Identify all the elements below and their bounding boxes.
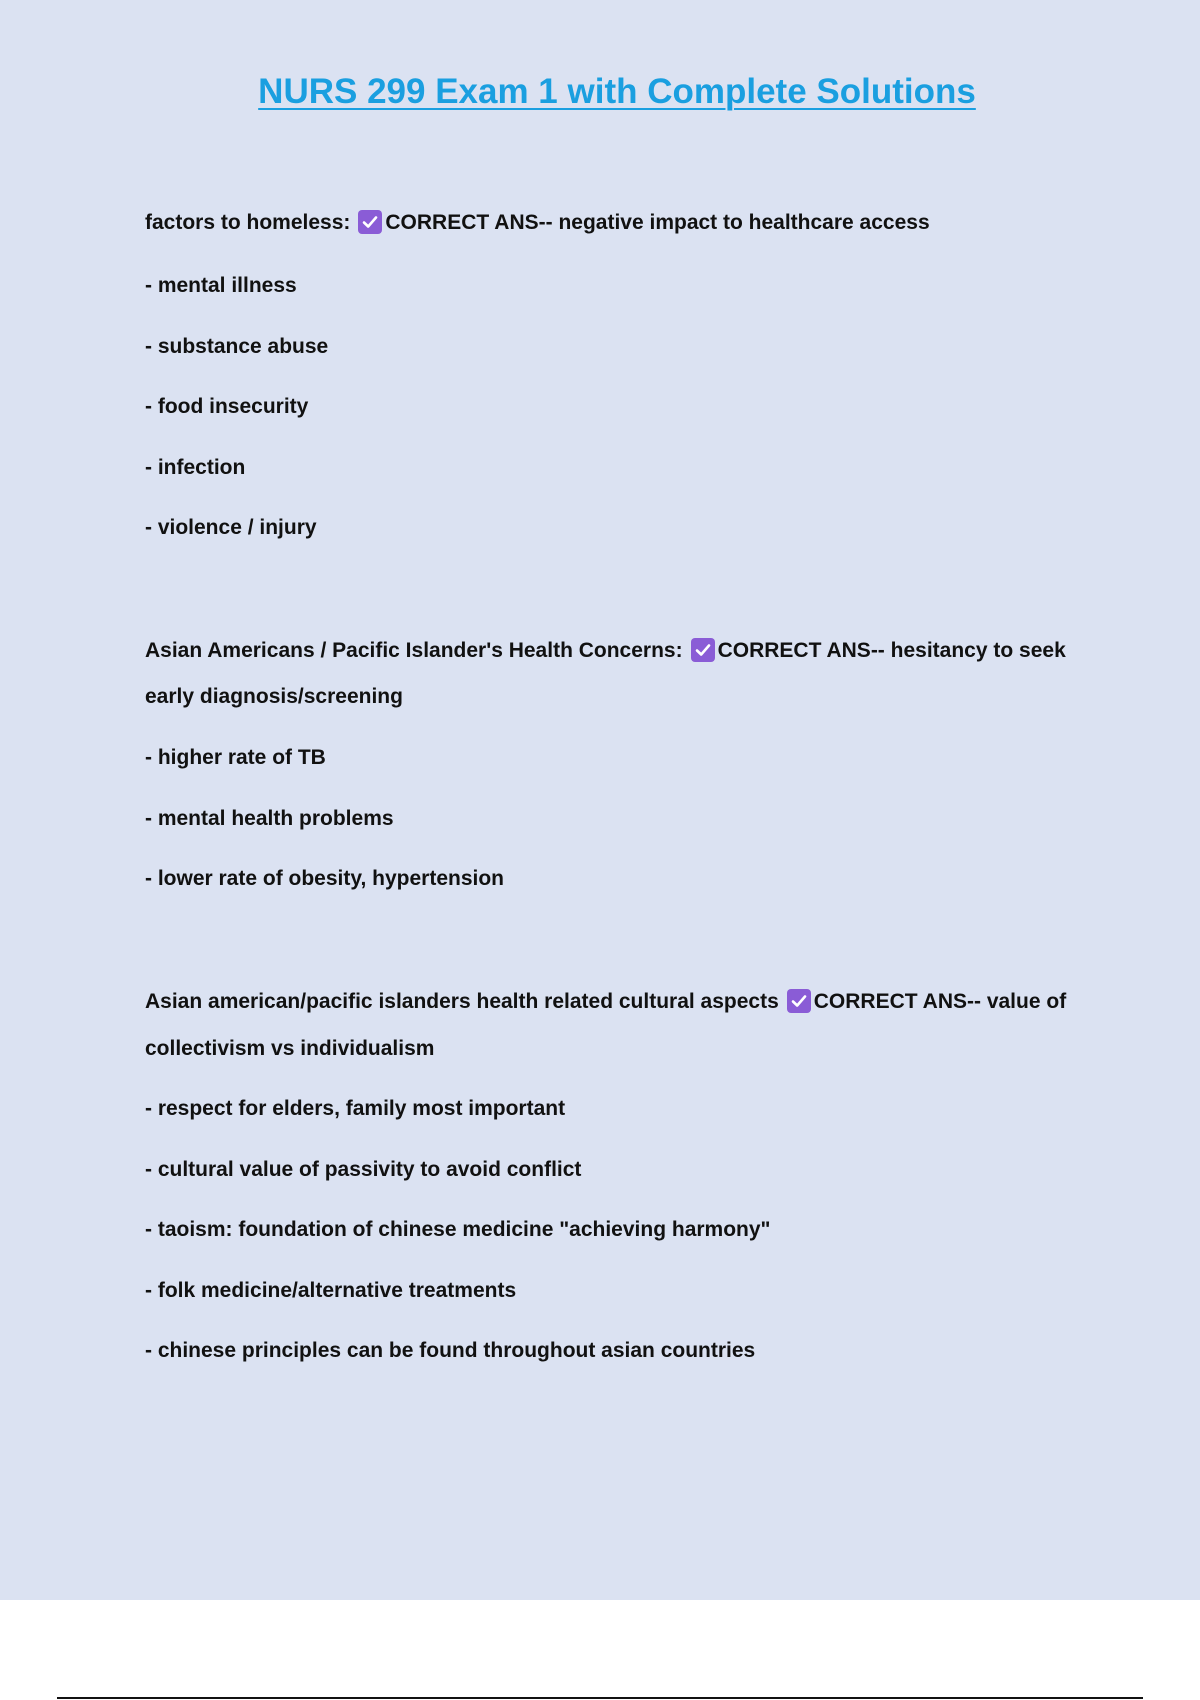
question-3-bullet: - cultural value of passivity to avoid conflict xyxy=(145,1158,582,1181)
question-2-bullet: - lower rate of obesity, hypertension xyxy=(145,867,505,890)
question-1-bullet: - substance abuse xyxy=(145,335,329,358)
answer-marker: CORRECT ANS-- xyxy=(813,990,981,1013)
question-3-line xyxy=(145,989,1066,1015)
checkbox-checked-icon xyxy=(787,989,811,1013)
question-1-prompt: factors to homeless: xyxy=(145,211,351,234)
question-3-bullet: - chinese principles can be found throughout asian countries xyxy=(145,1339,756,1362)
question-2-prompt: Asian Americans / Pacific Islander's Health Concerns: xyxy=(145,639,683,662)
question-3-prompt: Asian american/pacific islanders health related cultural aspects xyxy=(145,990,779,1013)
question-2-answer-continuation: early diagnosis/screening xyxy=(145,685,403,708)
question-3-bullet: - folk medicine/alternative treatments xyxy=(145,1279,517,1302)
question-1-line xyxy=(145,210,930,236)
answer-marker: CORRECT ANS-- xyxy=(717,639,885,662)
checkbox-checked-icon xyxy=(358,210,382,234)
question-1-bullet: - mental illness xyxy=(145,274,297,297)
question-3-answer: value of xyxy=(986,990,1067,1013)
footer-divider xyxy=(57,1697,1143,1699)
question-3-bullet: - respect for elders, family most important xyxy=(145,1097,566,1120)
document-title: NURS 299 Exam 1 with Complete Solutions xyxy=(258,72,976,111)
question-1-bullet: - infection xyxy=(145,456,246,479)
question-1-bullet: - food insecurity xyxy=(145,395,309,418)
question-2-bullet: - higher rate of TB xyxy=(145,746,326,769)
question-1-answer: negative impact to healthcare access xyxy=(558,211,930,234)
question-2-answer: hesitancy to seek xyxy=(890,639,1066,662)
checkbox-checked-icon xyxy=(691,638,715,662)
question-2-bullet: - mental health problems xyxy=(145,807,394,830)
answer-marker: CORRECT ANS-- xyxy=(385,211,553,234)
question-3-bullet: - taoism: foundation of chinese medicine "achieving harmony" xyxy=(145,1218,771,1241)
question-3-answer-continuation: collectivism vs individualism xyxy=(145,1037,435,1060)
question-2-line xyxy=(145,638,1066,664)
question-1-bullet: - violence / injury xyxy=(145,516,317,539)
